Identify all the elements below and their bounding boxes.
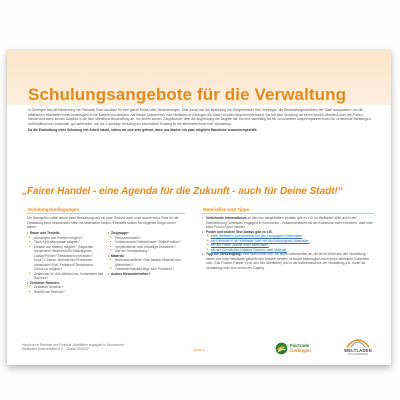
checklist-item: ■ Zeitdauer Seminar? [27,285,104,290]
left-column [27,207,185,294]
checklist-group [108,254,185,272]
fairtrade-logo-text: Fairtrade Gerlingen [290,343,312,353]
fairtrade-town-logo [275,339,323,357]
right-column [202,207,374,270]
document-sheet [7,50,391,365]
footer-line: Handout im Rahmen des Projekts „Weltläden engagiert in Kommunen“ [22,343,125,347]
document-title: Schulungsangebote für die Verwaltung [28,85,347,104]
intro-paragraph: In Gerlingen war die Bewerbung zur Fairtrade-Town Auslöser für eine ganze Reihe toller Veränderungen. Eine davon war die Bestellung von Bürgermeister Dirk Oestringer, die Beschaffungsrichtlinien der Stadt anzupassen. Um die städtischen Mitarbeiter*innen bestmöglich in die Materie einzuweisen, hat Marion Dobernhoch vom Weltladen in Gerlingen die Stadt mit tollen Angebot unterstützt. Sie bot eine Schulung mit einem kurzen Überblick über den Fairen Handel und einen kleinen Ausblick in die faire öffentliche Beschaffung an. Vor einem kurzen „Siegelkunde“ über die Abgrenzung der Begriffe fair, bio und nachhaltig bis hin zu konkreten Ansprechpartner*innen für vertiefende Beratungen. Unterhaltsam und praxisnah, gut aufbereitet, war die 2-stündige Schulung ein informativer Einstieg für die Mitarbeiter*innen der Verwaltung. [28,108,372,126]
checklist-item: ■ Start/Ende Seminar? [27,290,104,295]
intro-text [28,108,373,133]
checklist-item: ■ Getränke/Snacks/Dinge zum Probieren? [108,267,185,272]
tip-link-item[interactable]: ■ bei Fairtrade in der Weltladen oder bei den Kampagnen-Materialien [202,239,374,244]
checklist-group [27,281,104,295]
tip-item: • Poster und andere Give Aways gibt es z.B. [202,230,374,235]
page-number: – Seite 1 – [191,348,208,352]
fairtrade-mark-icon [275,342,288,355]
checklist-group-label: • Zeitlicher Rahmen: [27,281,104,286]
checklist-item: ■ Personenanzahl? [108,236,185,241]
right-column-heading: Materialien und Tipps [202,207,374,214]
left-column-heading: Schulungsbedingungen [27,207,185,214]
checklist-group [108,231,185,254]
tip-link-item[interactable]: ■ beim Weltladen-Dachverband bei den Kampagnen-Materialien [202,234,374,239]
weltlaeden-arc-icon [345,336,371,348]
checklist-group-label: • Material: [108,254,185,259]
intro-bold-line: Da die Erarbeitung einer Schulung viel Arbeit macht, haben wir uns sehr gefreut, dass uns Marion ein paar mögliche Bausteine zusammengestellt: [28,127,258,132]
checklist-item: ■ Tisch für Kaffeepause möglich? [27,240,104,245]
footer-line: Weltladen-Dachverband e.V. | Stand: 09/2022 [22,347,89,352]
checklist-item: ■ Vorkenntnisse? Bedürfnisse? Rolle/Position? [108,240,185,245]
weltlaeden-logo: WELTLÄDEN DACHVERBAND [333,336,383,362]
checklist-item: ■ Warenmusterkiste, Give Aways/ Material zum Mitnehmen? [108,258,185,267]
checklist-col-a [27,231,104,294]
checklist-item: ■ Ziel der Veranstaltung? [108,249,185,254]
footer-text [22,343,172,352]
checklist-group-label: • Andere Besonderheiten? [108,272,185,277]
tip-link-item[interactable]: ■ bei der Fairen Woche unter Materialien, [202,243,374,248]
checklist-item: ■ Verpflichtende oder freiwillige Teilnahme? [108,245,185,250]
checklist-group-label: • Zielgruppe: [108,231,185,236]
left-column-intro: Die Baungröße sollte neben einer Bestuhlung und ein paar Tischen auch noch ausreichend Platz für die Gestaltung einer einladenden Mitte mit Materialien lassen. Ebenfalls sollten Sie folgende Dinge vorher klären: [27,216,179,229]
checklist-item: ■ Einsatz von Medien möglich? (Tageshart vorhanden? Beamer/USB-Stick/eigener Laptop/Printer? Steckdosen vorhanden? Dose?) Gibt es, technischen Problemen vorhanden? Evtl. Probelauf! Technischer Check-up möglich? [27,245,104,272]
checklist-group-label: • Raum und Technik: [27,231,104,236]
section-title: „Fairer Handel - eine Agenda für die Zukunft - auch für Deine Stadt!“ [22,186,343,197]
tip-item: • Tipp zur Verköstigung: Eine Wahl bietet sich vor allem Lebensmittel an, die leicht direkt aus den Verwaltung dieser aus einer Weltladen gekauft oder bestellt werden. Versucht bestmöglich auch einen Weltladen-Gutschein oder „Fair-Probier-Pakete“ (evtl. aus Ihre Weltladen) und in die Kaffeemaschine der Verwaltung z.B. findet die Verwaltung oder sind schon ein Zugang. [202,252,374,270]
checklist-col-b [108,231,185,294]
checklist-group [108,272,185,277]
tips-list [202,216,374,270]
tip-link-item[interactable]: ■ bei der ChristlIchen Initiative Romero unter Material. [202,248,374,253]
checklist-group [27,231,104,281]
tip-item: • Vertiefende Informationen zu den hier dargestellten Inhalten gibt es z.B. im Weltladen-Wiki und in der Handreichung „Weltläden engagiert in Kommunen - Zusammenarbeit mit der Kommune mehr erreichen“ oder oder beim Forum Fairer Handel. [202,216,374,230]
checklist-item: ■ Zeitfenster für Auf-/Abbau bzw. Vorbereiten des Raumes? [27,272,104,281]
checklist-item: ■ Aufhängen von Postern möglich? [27,236,104,241]
checklist [27,231,185,294]
